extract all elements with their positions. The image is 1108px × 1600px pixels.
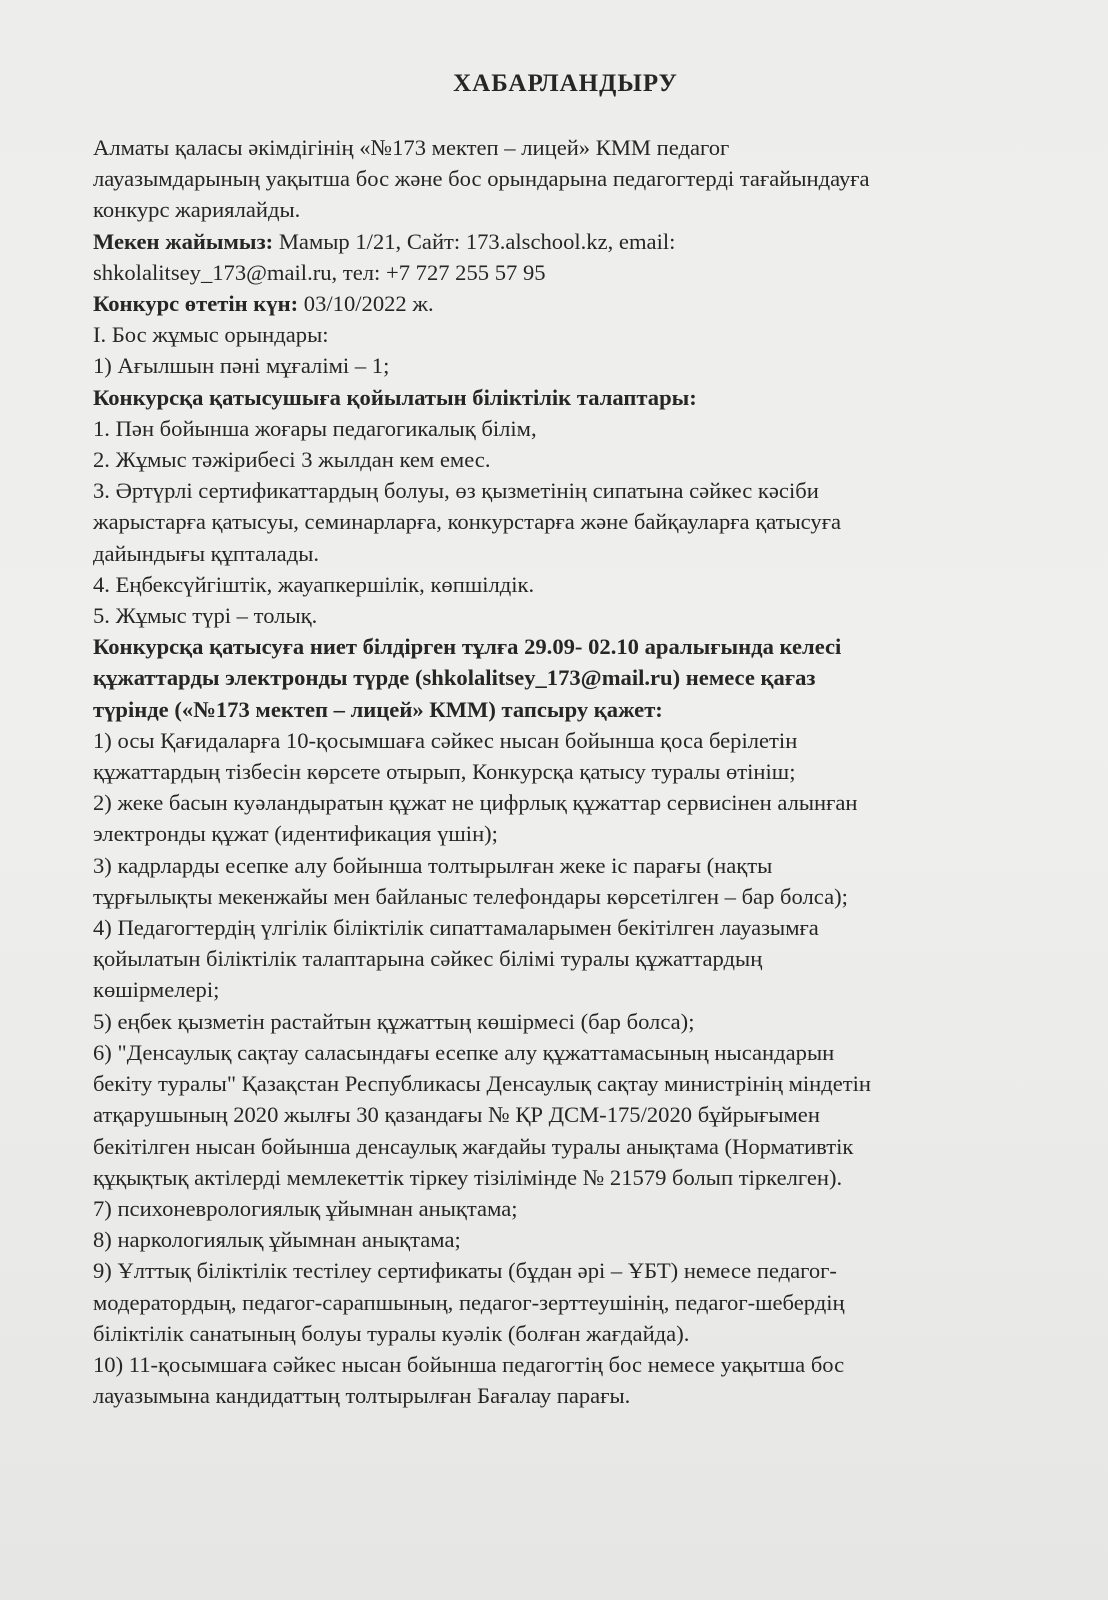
document-list-line: 1) осы Қағидаларға 10-қосымшаға сәйкес нысан бойынша қоса берілетін (93, 727, 798, 753)
requirement-line: 1. Пән бойынша жоғары педагогикалық білім, (93, 415, 537, 441)
requirement-line: 5. Жұмыс түрі – толық. (93, 603, 318, 629)
date-line (93, 288, 1038, 319)
address-label: Мекен жайымыз: (93, 228, 274, 254)
requirement-line: дайындығы құпталады. (93, 540, 320, 566)
date-value: 03/10/2022 ж. (298, 291, 434, 317)
document-list-line: тұрғылықты мекенжайы мен байланыс телефондары көрсетілген – бар болса); (93, 883, 848, 909)
document-list-line: бекіту туралы" Қазақстан Республикасы Денсаулық сақтау министрінің міндетін (93, 1071, 872, 1097)
document-list-line: 8) наркологиялық ұйымнан анықтама; (93, 1227, 461, 1253)
submission-heading-line: құжаттарды электронды түрде (shkolalitsey_173@mail.ru) немесе қағаз (93, 665, 816, 691)
intro-line: Алматы қаласы әкімдігінің «№173 мектеп – лицей» КММ педагог (93, 135, 730, 160)
document-list-line: 6) "Денсаулық сақтау саласындағы есепке алу құжаттамасының нысандарын (93, 1039, 835, 1065)
date-label: Конкурс өтетін күн: (93, 291, 299, 317)
address-line (93, 226, 1038, 257)
submission-heading-line: Конкурсқа қатысуға ниет білдірген тұлға 29.09- 02.10 аралығында келесі (93, 634, 842, 660)
vacancies-heading: I. Бос жұмыс орындары: (93, 322, 329, 348)
document-title: ХАБАРЛАНДЫРУ (453, 70, 678, 97)
document-list-line: құқықтық актілерді мемлекеттік тіркеу тізілімінде № 21579 болып тіркелген). (93, 1164, 843, 1190)
intro-line: лауазымдарының уақытша бос және бос орындарына педагогтерді тағайындауға (93, 166, 870, 192)
requirement-line: 2. Жұмыс тәжірибесі 3 жылдан кем емес. (93, 447, 491, 473)
submission-heading-line: түрінде («№173 мектеп – лицей» КММ) тапсыру қажет: (93, 696, 663, 722)
requirement-line: жарыстарға қатысуы, семинарларға, конкурстарға және байқауларға қатысуға (93, 509, 842, 535)
document-list-line: лауазымына кандидаттың толтырылған Бағалау парағы. (93, 1383, 631, 1409)
requirement-line: 4. Еңбексүйгіштік, жауапкершілік, көпшілдік. (93, 571, 535, 597)
document-list-line: құжаттардың тізбесін көрсете отырып, Конкурсқа қатысу туралы өтініш; (93, 759, 796, 785)
document-list-line: бекітілген нысан бойынша денсаулық жағдайы туралы анықтама (Нормативтік (93, 1133, 854, 1159)
vacancy-item: 1) Ағылшын пәні мұғалімі – 1; (93, 353, 390, 379)
intro-line: конкурс жариялайды. (93, 197, 301, 223)
document-list-line: 9) Ұлттық біліктілік тестілеу сертификаты (бұдан әрі – ҰБТ) немесе педагог- (93, 1258, 837, 1284)
document-list-line: 3) кадрларды есепке алу бойынша толтырылған жеке іс парағы (нақты (93, 852, 773, 878)
document-list-line: модератордың, педагог-сарапшының, педагог-зерттеушінің, педагог-шебердің (93, 1289, 845, 1315)
document-list-line: біліктілік санатының болуы туралы куәлік (болған жағдайда). (93, 1320, 690, 1346)
document-list-line: 2) жеке басын куәландыратын құжат не цифрлық құжаттар сервисінен алынған (93, 790, 858, 816)
document-list-line: 7) психоневрологиялық ұйымнан анықтама; (93, 1195, 518, 1221)
contact-line: shkolalitsey_173@mail.ru, тел: +7 727 255 57 95 (93, 259, 546, 285)
document-list-line: қойылатын біліктілік талаптарына сәйкес білімі туралы құжаттардың (93, 946, 763, 972)
address-value: Мамыр 1/21, Сайт: 173.alschool.kz, email: (273, 228, 676, 254)
requirements-heading: Конкурсқа қатысушыға қойылатын біліктілік талаптары: (93, 384, 697, 410)
document-list-line: 4) Педагогтердің үлгілік біліктілік сипаттамаларымен бекітілген лауазымға (93, 915, 819, 941)
document-list-line: көшірмелері; (93, 977, 220, 1003)
document-list-line: атқарушының 2020 жылғы 30 қазандағы № ҚР ДСМ-175/2020 бұйрығымен (93, 1102, 820, 1128)
document-list-line: 10) 11-қосымшаға сәйкес нысан бойынша педагогтің бос немесе уақытша бос (93, 1351, 845, 1377)
document-list-line: электронды құжат (идентификация үшін); (93, 821, 498, 847)
document-list-line: 5) еңбек қызметін растайтын құжаттың көшірмесі (бар болса); (93, 1008, 695, 1034)
requirement-line: 3. Әртүрлі сертификаттардың болуы, өз қызметінің сипатына сәйкес кәсіби (93, 478, 819, 504)
